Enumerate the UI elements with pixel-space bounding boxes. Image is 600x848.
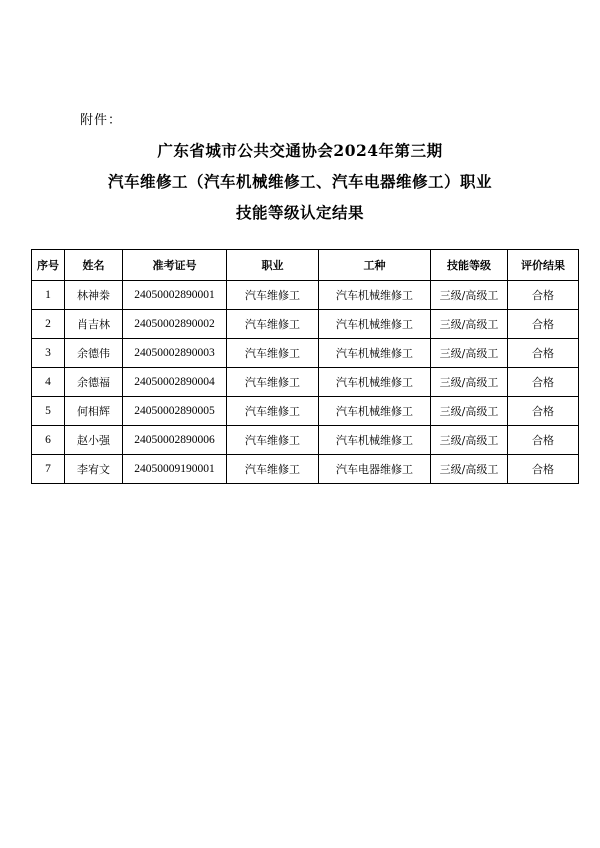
cell-index: 1 xyxy=(32,281,65,310)
header-job-type: 工种 xyxy=(319,250,431,281)
cell-occupation: 汽车维修工 xyxy=(227,455,319,484)
table-row xyxy=(32,455,579,484)
cell-job-type: 汽车电器维修工 xyxy=(319,455,431,484)
cell-result: 合格 xyxy=(508,339,579,368)
cell-name: 林神桊 xyxy=(65,281,123,310)
cell-index: 7 xyxy=(32,455,65,484)
cell-name: 何相辉 xyxy=(65,397,123,426)
cell-skill-level: 三级/高级工 xyxy=(431,281,508,310)
results-table xyxy=(31,249,579,484)
cell-job-type: 汽车机械维修工 xyxy=(319,426,431,455)
cell-occupation: 汽车维修工 xyxy=(227,368,319,397)
cell-job-type: 汽车机械维修工 xyxy=(319,339,431,368)
cell-index: 3 xyxy=(32,339,65,368)
header-result: 评价结果 xyxy=(508,250,579,281)
cell-skill-level: 三级/高级工 xyxy=(431,368,508,397)
cell-occupation: 汽车维修工 xyxy=(227,281,319,310)
cell-result: 合格 xyxy=(508,310,579,339)
cell-result: 合格 xyxy=(508,368,579,397)
cell-index: 5 xyxy=(32,397,65,426)
cell-result: 合格 xyxy=(508,281,579,310)
table-row xyxy=(32,397,579,426)
cell-exam-id: 24050002890003 xyxy=(123,339,227,368)
cell-job-type: 汽车机械维修工 xyxy=(319,397,431,426)
cell-index: 6 xyxy=(32,426,65,455)
cell-exam-id: 24050002890005 xyxy=(123,397,227,426)
cell-occupation: 汽车维修工 xyxy=(227,310,319,339)
cell-exam-id: 24050002890004 xyxy=(123,368,227,397)
cell-index: 2 xyxy=(32,310,65,339)
header-name: 姓名 xyxy=(65,250,123,281)
cell-index: 4 xyxy=(32,368,65,397)
cell-occupation: 汽车维修工 xyxy=(227,426,319,455)
table-row xyxy=(32,426,579,455)
table-row xyxy=(32,281,579,310)
header-exam-id: 准考证号 xyxy=(123,250,227,281)
cell-name: 李宥文 xyxy=(65,455,123,484)
cell-name: 赵小强 xyxy=(65,426,123,455)
cell-name: 肖吉林 xyxy=(65,310,123,339)
header-occupation: 职业 xyxy=(227,250,319,281)
cell-result: 合格 xyxy=(508,426,579,455)
cell-occupation: 汽车维修工 xyxy=(227,339,319,368)
title-line-1: 广东省城市公共交通协会2024年第三期 xyxy=(157,141,443,160)
cell-exam-id: 24050002890001 xyxy=(123,281,227,310)
table-row xyxy=(32,310,579,339)
cell-exam-id: 24050002890002 xyxy=(123,310,227,339)
title-line-3: 技能等级认定结果 xyxy=(235,203,364,222)
cell-name: 余德伟 xyxy=(65,339,123,368)
cell-skill-level: 三级/高级工 xyxy=(431,310,508,339)
cell-name: 余德福 xyxy=(65,368,123,397)
cell-occupation: 汽车维修工 xyxy=(227,397,319,426)
header-skill-level: 技能等级 xyxy=(431,250,508,281)
cell-job-type: 汽车机械维修工 xyxy=(319,310,431,339)
table-header-row xyxy=(32,250,579,281)
cell-result: 合格 xyxy=(508,397,579,426)
cell-skill-level: 三级/高级工 xyxy=(431,455,508,484)
attachment-label: 附件： xyxy=(80,113,123,128)
cell-skill-level: 三级/高级工 xyxy=(431,426,508,455)
table-row xyxy=(32,339,579,368)
cell-exam-id: 24050009190001 xyxy=(123,455,227,484)
cell-skill-level: 三级/高级工 xyxy=(431,397,508,426)
cell-skill-level: 三级/高级工 xyxy=(431,339,508,368)
header-index: 序号 xyxy=(32,250,65,281)
title-line-2: 汽车维修工（汽车机械维修工、汽车电器维修工）职业 xyxy=(107,172,492,191)
cell-job-type: 汽车机械维修工 xyxy=(319,281,431,310)
cell-exam-id: 24050002890006 xyxy=(123,426,227,455)
cell-job-type: 汽车机械维修工 xyxy=(319,368,431,397)
cell-result: 合格 xyxy=(508,455,579,484)
table-row xyxy=(32,368,579,397)
